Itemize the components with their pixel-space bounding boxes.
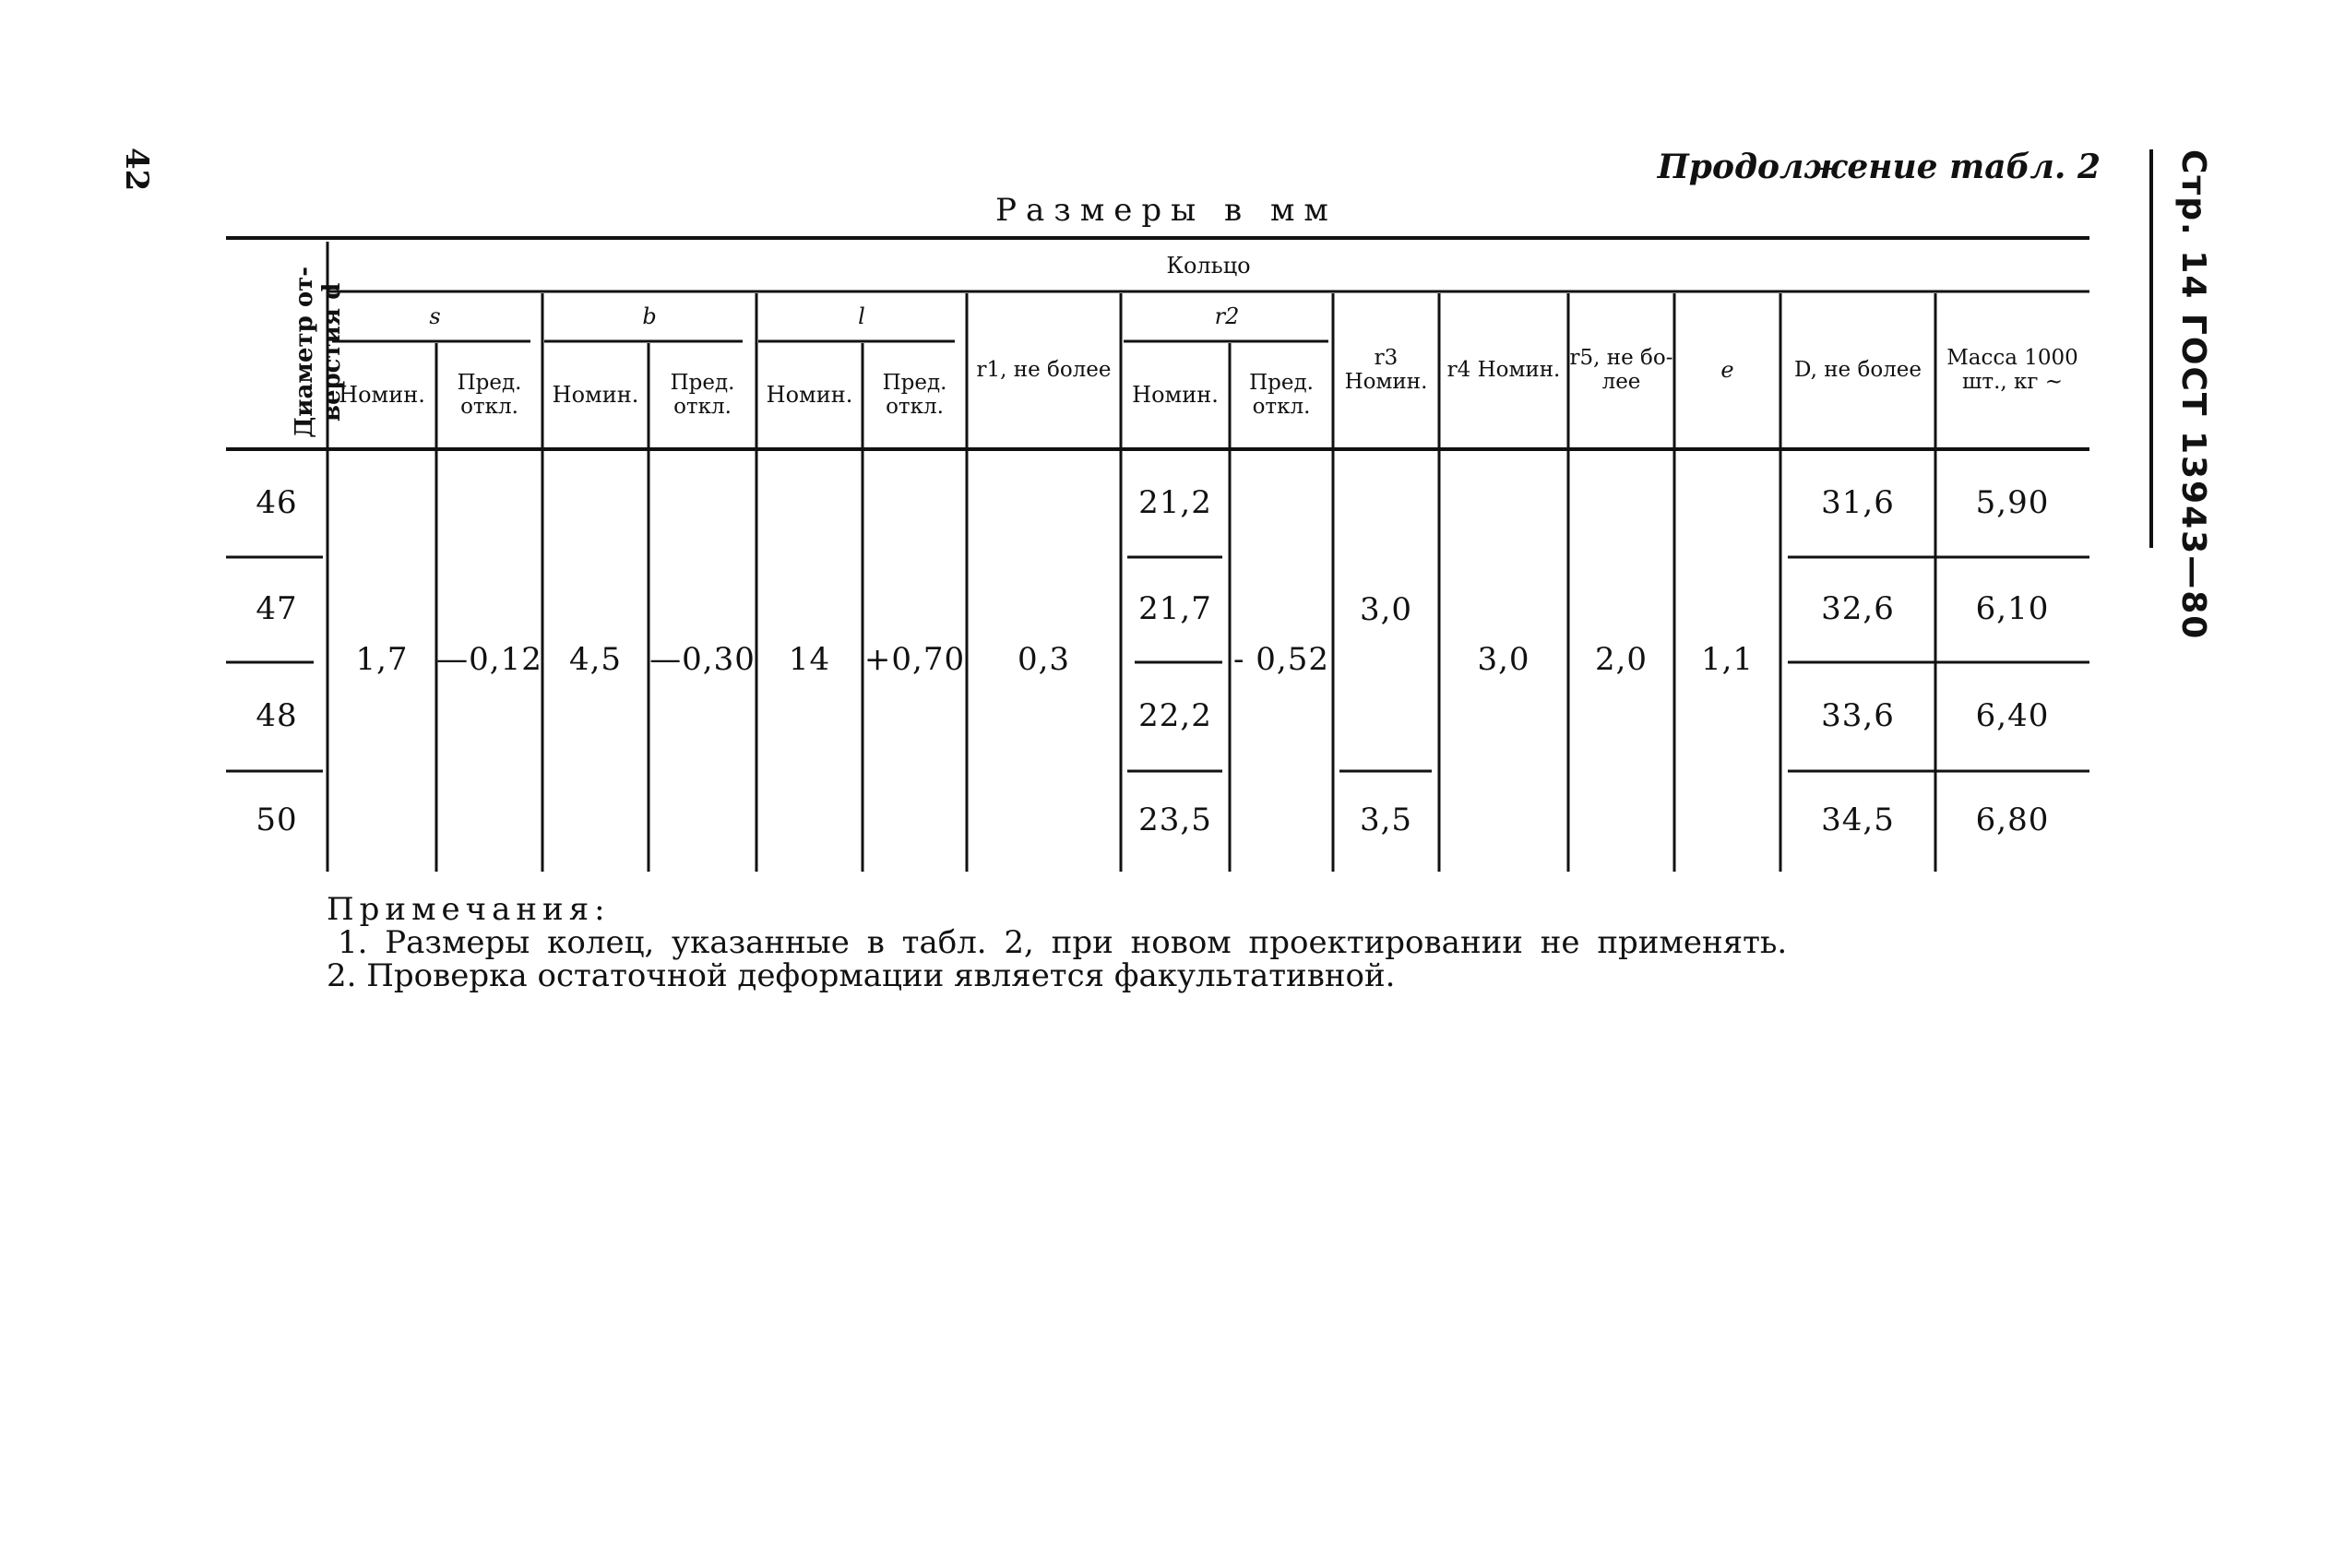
cell-s-nom: 1,7 [355,641,409,679]
notes [327,893,1787,992]
cell-l-nom: 14 [788,641,831,679]
header-diameter: Диаметр от-верстия d [291,267,346,438]
header-l-nom: Номин. [766,382,853,409]
cell-D-50: 34,5 [1821,802,1895,839]
cell-b-nom: 4,5 [568,641,623,679]
notes-title: Примечания: [327,891,611,928]
header-b-nom: Номин. [552,382,639,409]
header-r3: r3 Номин. [1344,346,1428,394]
note-item: 2. Проверка остаточной деформации является факультативной. [327,957,1396,994]
cell-D-47: 32,6 [1821,590,1895,628]
header-r1: r1, не более [976,357,1112,382]
cell-mass-50: 6,80 [1975,802,2050,839]
header-b: b [642,303,657,329]
header-D: D, не более [1793,357,1922,382]
continuation-label: Продолжение табл. 2 [1657,148,2101,186]
header-s-dev: Пред. откл. [457,371,522,419]
header-s-nom: Номин. [339,382,425,409]
cell-D-48: 33,6 [1821,697,1895,735]
cell-r3-50: 3,5 [1359,802,1413,839]
header-ring: Кольцо [1166,252,1251,279]
cell-r4: 3,0 [1477,641,1530,679]
header-r5: r5, не бо-лее [1569,346,1673,394]
header-l-dev: Пред. откл. [882,371,947,419]
cell-d-48: 48 [256,697,298,735]
cell-d-46: 46 [256,484,298,522]
cell-mass-46: 5,90 [1975,484,2050,522]
header-b-dev: Пред. откл. [670,371,735,419]
page-number: 42 [118,148,155,192]
cell-mass-47: 6,10 [1975,590,2050,628]
cell-r5: 2,0 [1594,641,1649,679]
cell-r2-dev: - 0,52 [1233,641,1329,679]
cell-r2-nom-47: 21,7 [1138,590,1212,628]
cell-r1: 0,3 [1017,641,1071,679]
header-r2-nom: Номин. [1132,382,1219,409]
cell-d-47: 47 [256,590,298,628]
cell-D-46: 31,6 [1821,484,1895,522]
sidebar-standard-label: Стр. 14 ГОСТ 13943—80 [2174,149,2212,641]
header-s: s [429,303,441,329]
cell-r2-nom-48: 22,2 [1138,697,1212,735]
header-r2: r2 [1214,303,1240,329]
units-caption: Размеры в мм [995,192,1338,229]
header-mass: Масса 1000 шт., кг ~ [1946,346,2078,394]
cell-r2-nom-50: 23,5 [1138,802,1212,839]
header-l: l [858,303,865,329]
cell-r3-46-48: 3,0 [1359,591,1413,629]
cell-b-dev: —0,30 [649,641,756,679]
header-r4: r4 Номин. [1446,357,1561,382]
cell-e: 1,1 [1700,641,1755,679]
cell-l-dev: +0,70 [863,641,966,679]
header-r2-dev: Пред. откл. [1249,371,1314,419]
note-item: 1. Размеры колец, указанные в табл. 2, при новом проектировании не применять. [338,924,1788,961]
cell-d-50: 50 [256,802,298,839]
header-e: e [1720,357,1734,384]
cell-mass-48: 6,40 [1975,697,2050,735]
cell-r2-nom-46: 21,2 [1138,484,1212,522]
cell-s-dev: —0,12 [436,641,542,679]
